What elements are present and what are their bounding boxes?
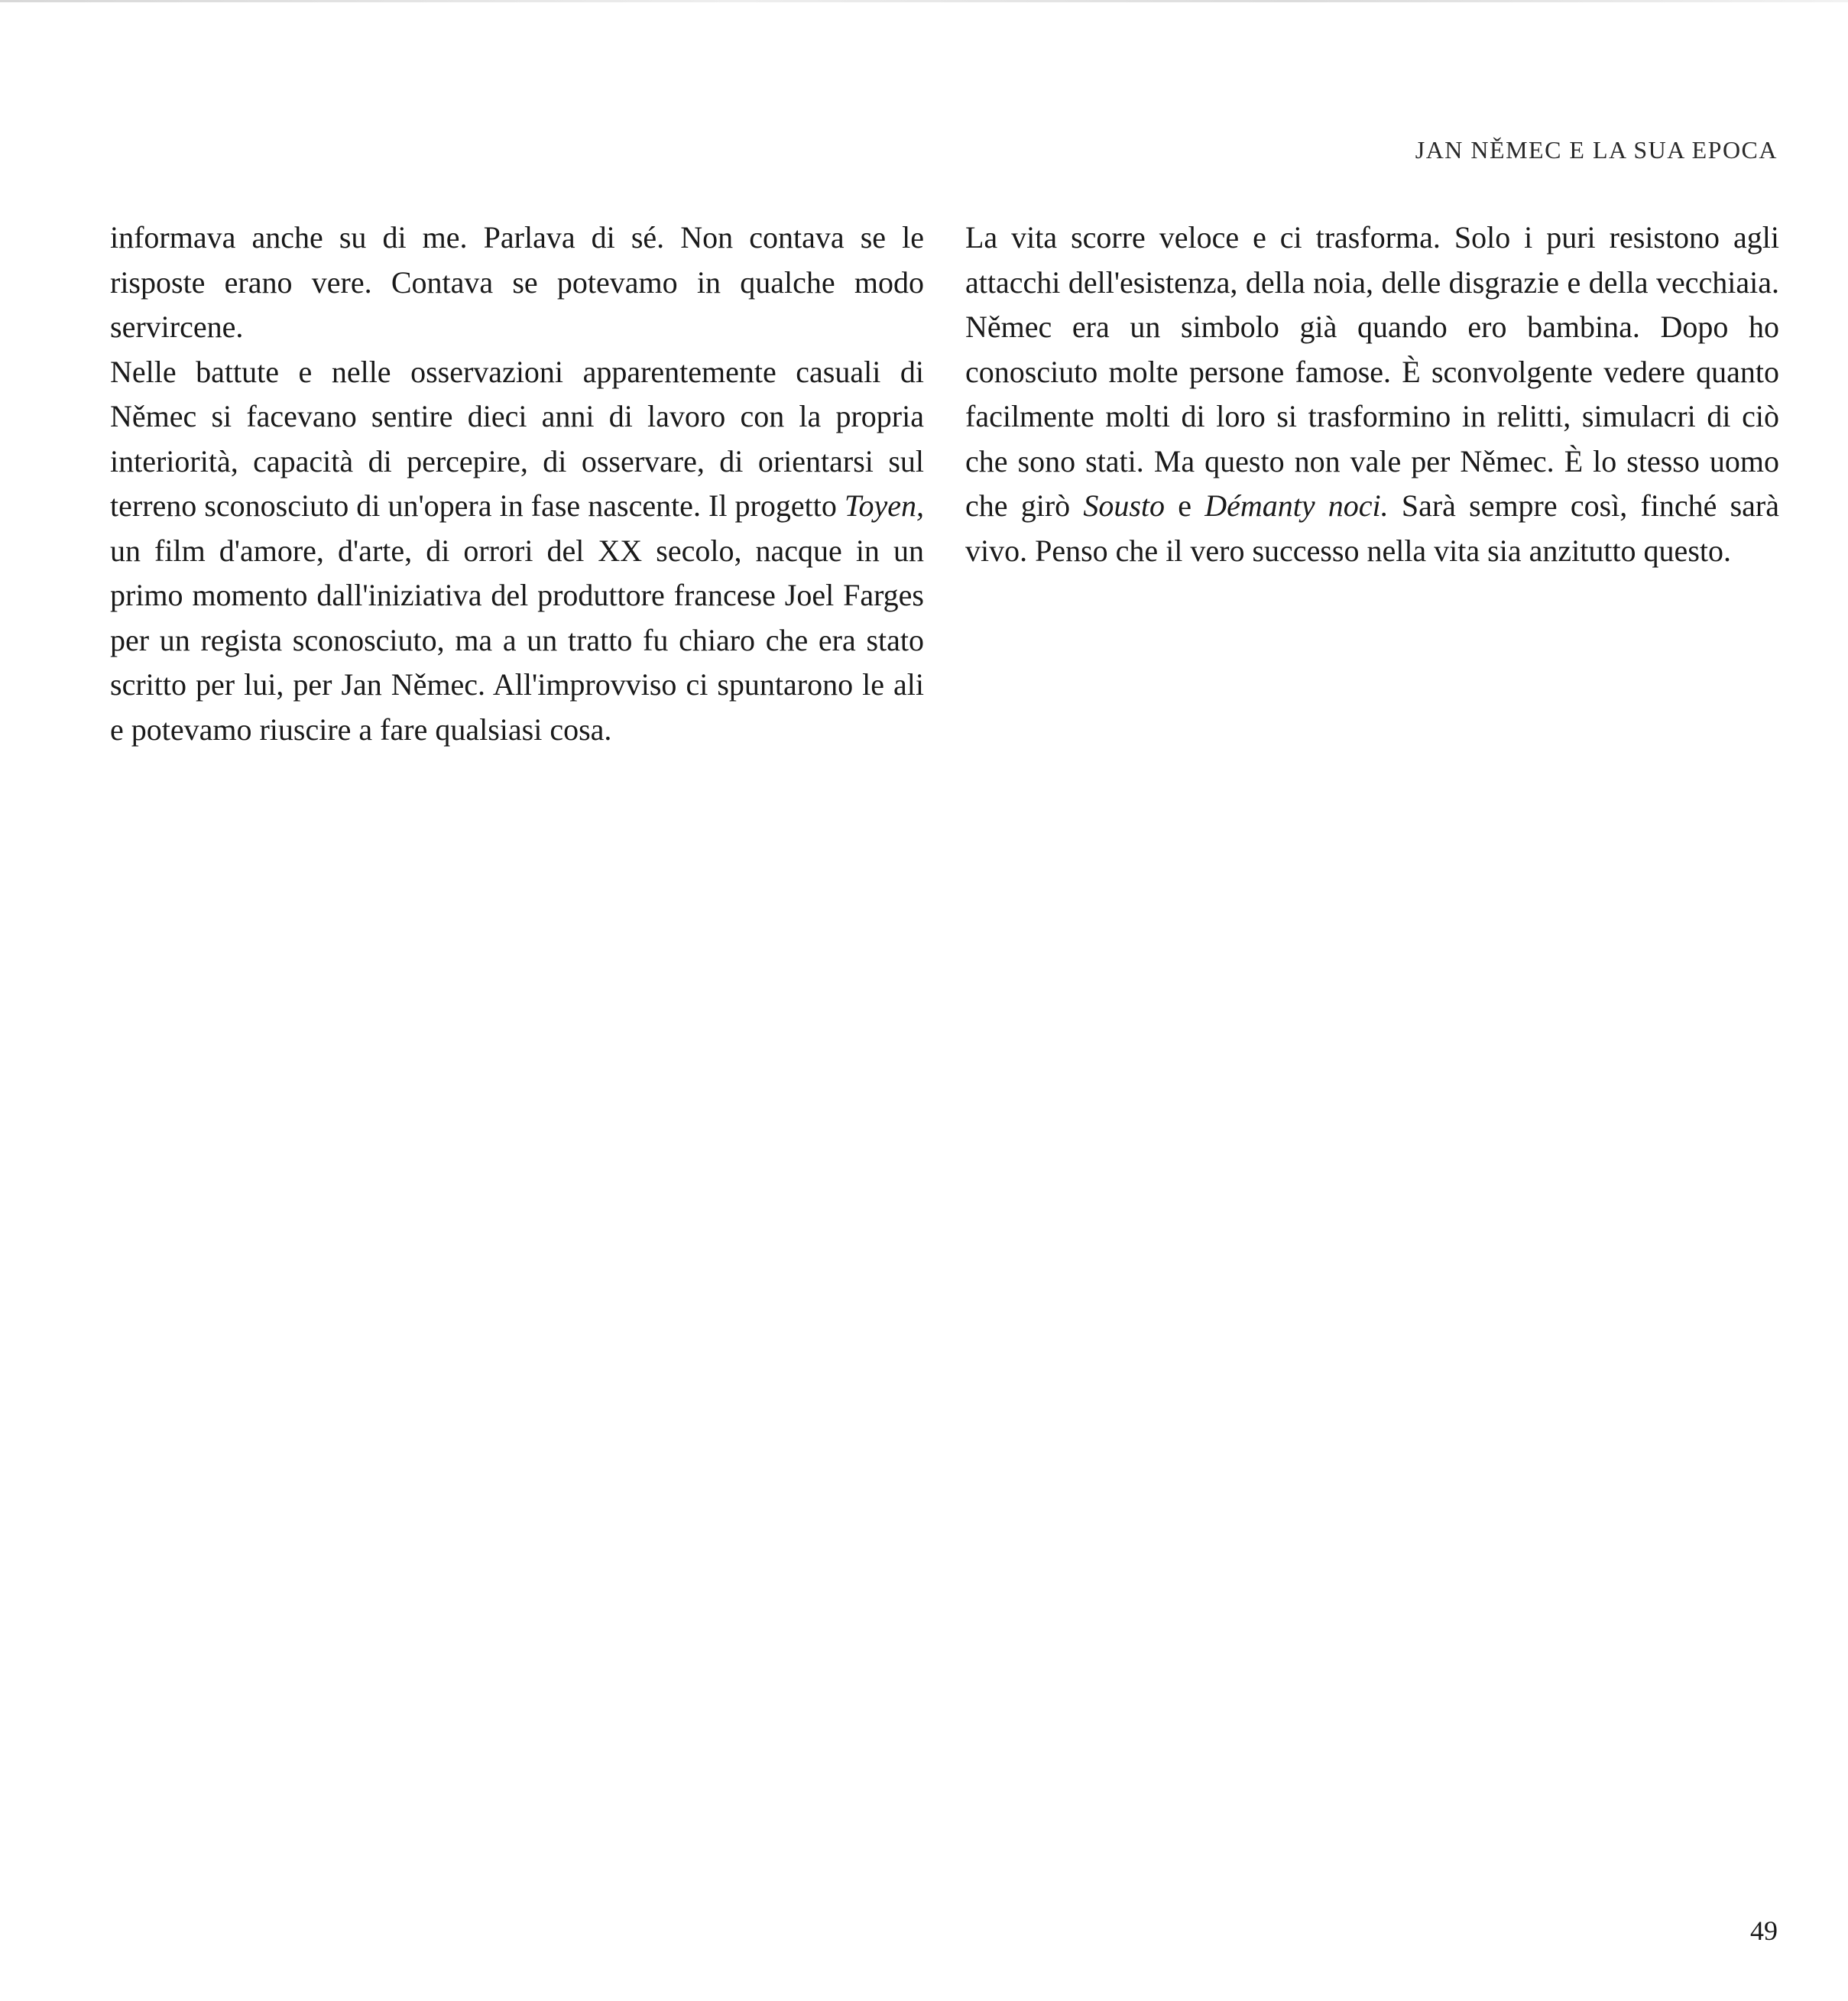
film-title: Démanty noci. [1204, 488, 1389, 523]
paragraph [965, 216, 1779, 573]
paragraph-text: informava anche su di me. Parlava di sé. Non contava se le risposte erano vere. Contava se potevamo in qualche modo servircene. [110, 220, 924, 344]
paragraph [110, 216, 924, 350]
film-title: Toyen, [844, 488, 924, 523]
paragraph-text: e [1165, 488, 1205, 523]
paragraph-text: Nelle battute e nelle osservazioni apparentemente casuali di Němec si facevano sentire dieci anni di lavoro con la propria interiorità, capacità di percepire, di osservare, di orientarsi sul terreno sconosciuto di un'opera in fase nascente. Il progetto [110, 354, 924, 523]
text-column-left [110, 216, 924, 752]
paragraph-text: Sarà sempre così, finché sarà vivo. Penso che il vero successo nella vita sia anzitutto questo. [965, 488, 1779, 568]
running-head: JAN NĚMEC E LA SUA EPOCA [1415, 136, 1778, 164]
paragraph [110, 350, 924, 753]
film-title: Sousto [1083, 488, 1166, 523]
page-top-edge [0, 0, 1848, 2]
text-column-right [965, 216, 1779, 573]
page-number: 49 [1750, 1915, 1778, 1946]
paragraph-text: La vita scorre veloce e ci trasforma. Solo i puri resistono agli attacchi dell'esistenza, della noia, delle disgrazie e della vecchiaia. Němec era un simbolo già quando ero bambina. Dopo ho conosciuto molte persone famose. È sconvolgente vedere quanto facilmente molti di loro si trasformino in relitti, simulacri di ciò che sono stati. Ma questo non vale per Němec. È lo stesso uomo che girò [965, 220, 1779, 523]
paragraph-text: un film d'amore, d'arte, di orrori del XX secolo, nacque in un primo momento dall'iniziativa del produttore francese Joel Farges per un regista sconosciuto, ma a un tratto fu chiaro che era stato scritto per lui, per Jan Němec. All'improvviso ci spuntarono le ali e potevamo riuscire a fare qualsiasi cosa. [110, 533, 924, 747]
